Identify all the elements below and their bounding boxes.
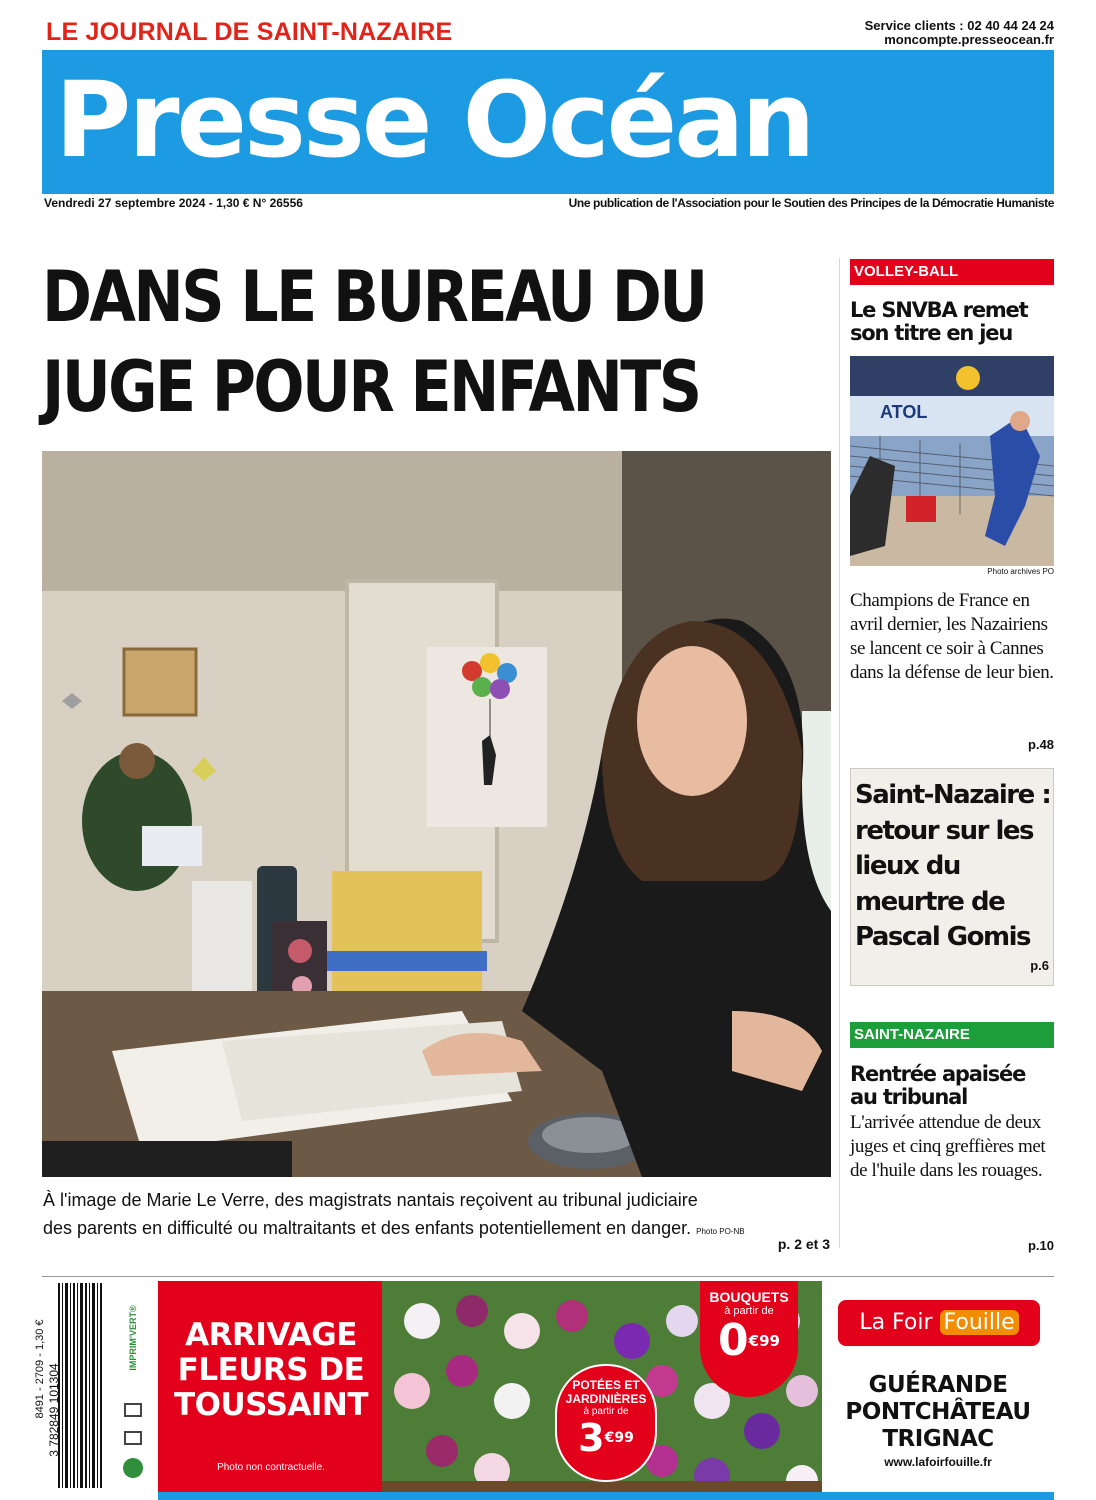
tag-volley-ball[interactable]: VOLLEY-BALL bbox=[850, 259, 1054, 285]
dateline: Vendredi 27 septembre 2024 - 1,30 € N° 26556 bbox=[44, 196, 303, 210]
badge2-sub: à partir de bbox=[583, 1406, 629, 1417]
column-separator bbox=[839, 258, 840, 1248]
judge-office-illustration bbox=[42, 451, 831, 1177]
volley-sign-atol: ATOL bbox=[880, 402, 928, 422]
service-phone: Service clients : 02 40 44 24 24 bbox=[864, 18, 1054, 33]
green-leaf-icon bbox=[123, 1458, 143, 1478]
city-1: GUÉRANDE bbox=[868, 1372, 1008, 1398]
potees-price-badge bbox=[555, 1364, 657, 1482]
city-2: PONTCHÂTEAU bbox=[845, 1399, 1031, 1425]
badge1-price: 0 bbox=[718, 1315, 749, 1366]
volleyball-illustration bbox=[850, 356, 1054, 566]
price-code: 8491 - 2709 - 1,30 € bbox=[34, 1319, 46, 1419]
bottom-blue-bar bbox=[158, 1492, 1054, 1500]
city-3: TRIGNAC bbox=[882, 1426, 994, 1452]
volleyball-icon bbox=[956, 366, 980, 390]
store-website[interactable]: www.lafoirfouille.fr bbox=[884, 1455, 992, 1469]
badge1-cents: €99 bbox=[748, 1332, 780, 1350]
caption-line-2 bbox=[43, 1214, 763, 1246]
brand-part-2: Fouille bbox=[940, 1310, 1019, 1335]
recycle-icon bbox=[124, 1403, 142, 1417]
kicker-title: LE JOURNAL DE SAINT-NAZAIRE bbox=[46, 18, 453, 46]
headline-line-1: DANS LE BUREAU DU bbox=[42, 256, 706, 338]
volley-body: Champions de France en avril dernier, les Nazairiens se lancent ce soir à Cannes dans la défense de leur bien. bbox=[850, 590, 1054, 683]
barcode-area bbox=[34, 1283, 120, 1493]
tag-saint-nazaire[interactable]: SAINT-NAZAIRE bbox=[850, 1022, 1054, 1048]
bouquets-price-badge bbox=[700, 1281, 798, 1397]
tribunal-body: L'arrivée attendue de deux juges et cinq greffières met de l'huile dans les rouages. bbox=[850, 1112, 1046, 1181]
volley-photo[interactable] bbox=[850, 356, 1054, 566]
volley-page-ref[interactable]: p.48 bbox=[1027, 737, 1054, 752]
brand-part-1: La Foir bbox=[859, 1310, 933, 1335]
store-cities bbox=[822, 1372, 1054, 1453]
bottom-separator bbox=[42, 1276, 1054, 1277]
main-page-ref[interactable]: p. 2 et 3 bbox=[777, 1236, 830, 1252]
boxed-story-title[interactable]: Saint-Nazaire : retour sur les lieux du meurtre de Pascal Gomis bbox=[855, 780, 1051, 952]
masthead-title: Presse Océan bbox=[55, 59, 813, 181]
badge1-sub: à partir de bbox=[724, 1305, 774, 1317]
photo-credit: Photo PO-NB bbox=[696, 1227, 745, 1236]
caption-line-2-text: des parents en difficulté ou maltraitants et des enfants potentiellement en danger. bbox=[43, 1218, 692, 1238]
ad-note: Photo non contractuelle. bbox=[217, 1462, 325, 1473]
volley-title[interactable]: Le SNVBA remet son titre en jeu bbox=[850, 298, 1028, 345]
badge2-price: 3 bbox=[578, 1416, 605, 1460]
badge1-title: BOUQUETS bbox=[709, 1289, 789, 1305]
main-caption bbox=[43, 1186, 763, 1246]
badge2-cents: €99 bbox=[604, 1430, 634, 1446]
headline-line-2: JUGE POUR ENFANTS bbox=[42, 346, 700, 428]
boxed-page-ref[interactable]: p.6 bbox=[1030, 958, 1049, 973]
la-foir-fouille-logo[interactable] bbox=[838, 1300, 1040, 1346]
publisher-line: Une publication de l'Association pour le Soutien des Principes de la Démocratie Humaniste bbox=[568, 196, 1054, 210]
service-url[interactable]: moncompte.presseocean.fr bbox=[884, 32, 1054, 47]
imprim-vert-badge bbox=[118, 1283, 148, 1493]
main-photo[interactable] bbox=[42, 451, 831, 1177]
imprim-vert-label: IMPRIM'VERT® bbox=[128, 1305, 138, 1371]
barcode-number: 3 782849 101304 bbox=[47, 1363, 61, 1457]
tribunal-page-ref[interactable]: p.10 bbox=[1027, 1238, 1054, 1253]
caption-line-1: À l'image de Marie Le Verre, des magistrats nantais reçoivent au tribunal judiciaire bbox=[43, 1190, 698, 1210]
service-info bbox=[865, 19, 1054, 47]
paper-icon bbox=[124, 1431, 142, 1445]
ad-headline: ARRIVAGE FLEURS DE TOUSSAINT bbox=[173, 1317, 369, 1423]
main-headline[interactable] bbox=[42, 252, 730, 432]
badge2-title: POTÉES ET JARDINIÈRES bbox=[565, 1378, 647, 1406]
tribunal-title[interactable]: Rentrée apaisée au tribunal bbox=[850, 1062, 1026, 1109]
volley-photo-credit: Photo archives PO bbox=[987, 567, 1054, 576]
